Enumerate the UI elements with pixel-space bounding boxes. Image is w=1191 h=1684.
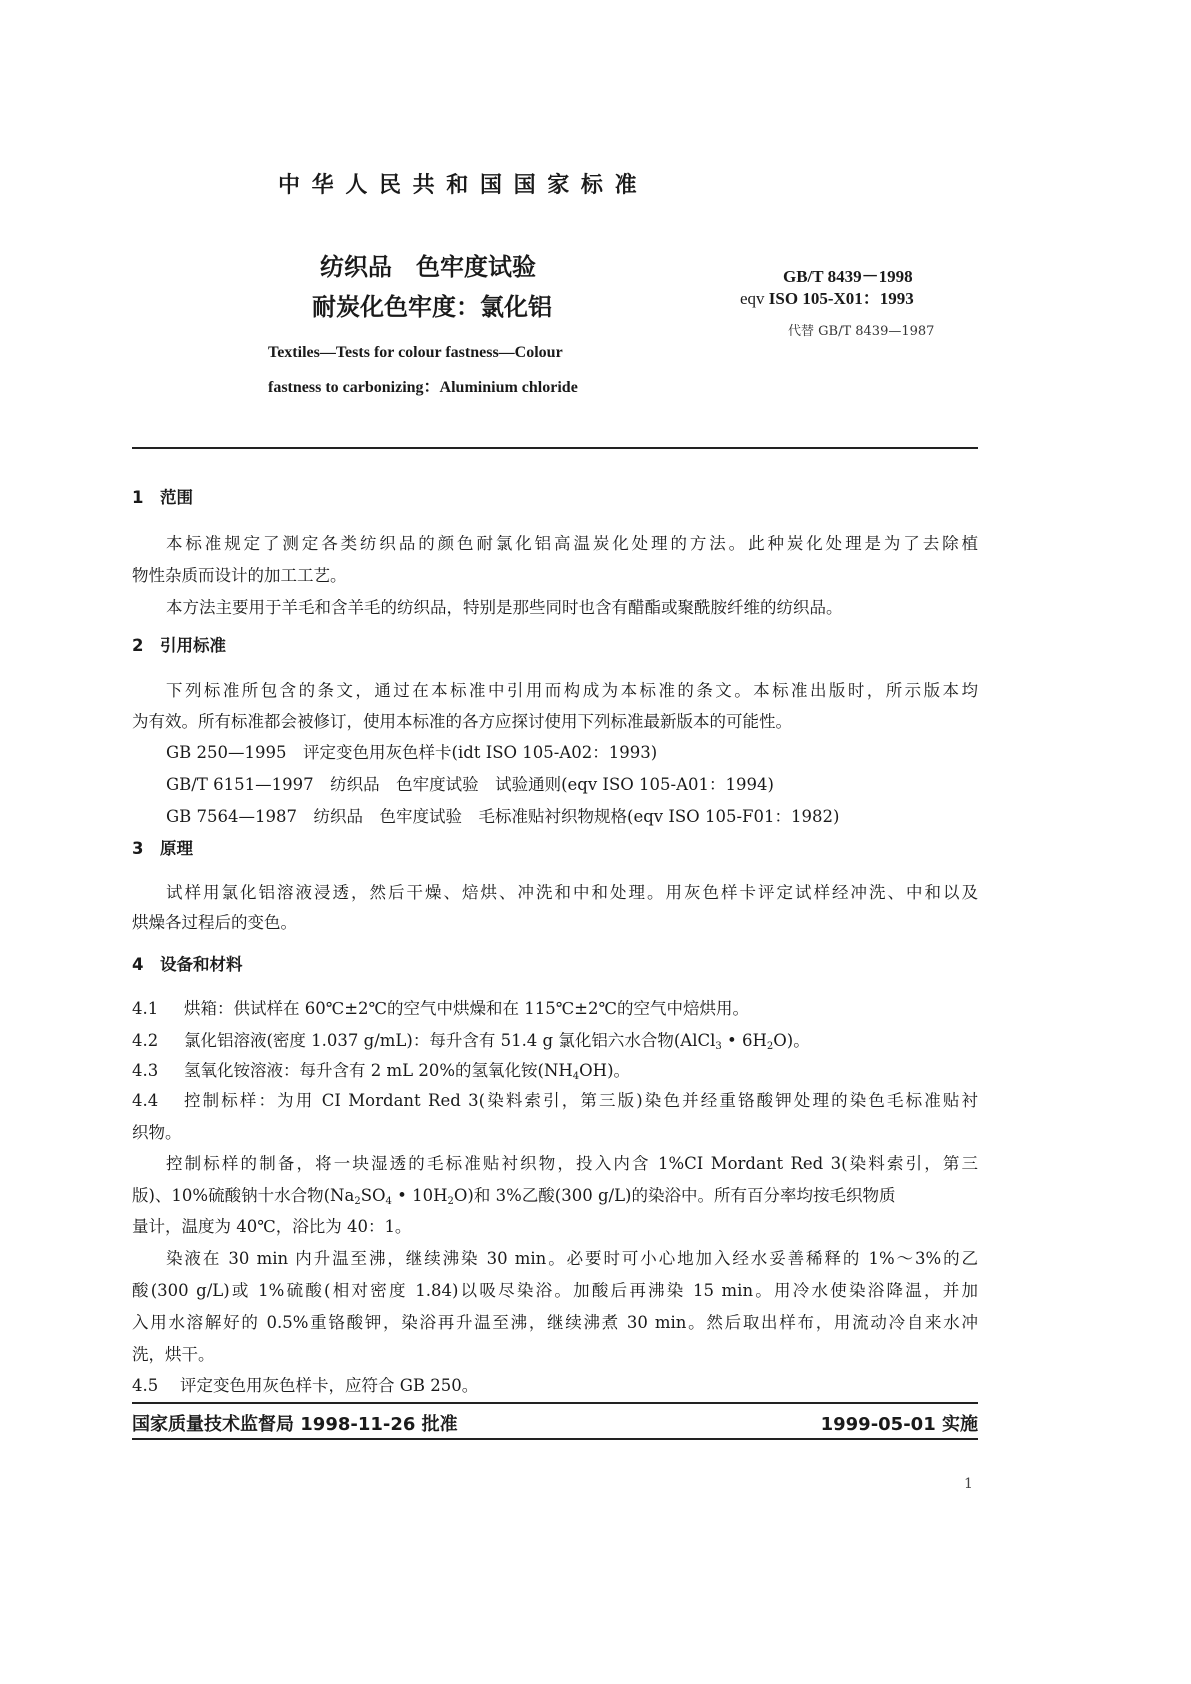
item-text: 控制标样：为用 CI Mordant Red 3(染料索引，第三版)染色并经重铬酸钾处理的染色毛标准贴衬 bbox=[184, 1091, 978, 1110]
dye-para-cont: 入用水溶解好的 0.5%重铬酸钾，染浴再升温至沸，继续沸煮 30 min。然后取出样布，用流动冷自来水冲 bbox=[132, 1313, 978, 1332]
item-4-2 bbox=[132, 1030, 978, 1058]
item-text: O)。 bbox=[773, 1031, 810, 1050]
title-en-line1: Textiles—Tests for colour fastness—Colour bbox=[268, 344, 563, 361]
item-number: 4.3 bbox=[132, 1061, 159, 1080]
item-4-4 bbox=[132, 1090, 978, 1112]
subscript: 3 bbox=[715, 1041, 722, 1052]
page-number: 1 bbox=[964, 1476, 973, 1492]
approval-date: 国家质量技术监督局 1998-11-26 批准 bbox=[132, 1414, 458, 1435]
section-title: 范围 bbox=[160, 488, 193, 507]
section-2-heading bbox=[132, 635, 978, 657]
prep-para-end: 量计，温度为 40℃，浴比为 40：1。 bbox=[132, 1217, 412, 1236]
title-zh-line1: 纺织品 色牢度试验 bbox=[320, 253, 536, 281]
section-number: 1 bbox=[132, 488, 144, 507]
item-number: 4.1 bbox=[132, 999, 159, 1018]
title-en-line2: fastness to carbonizing：Aluminium chloride bbox=[268, 379, 578, 396]
dye-para-cont: 酸(300 g/L)或 1%硫酸(相对密度 1.84)以吸尽染浴。加酸后再沸染 15 min。用冷水使染浴降温，并加 bbox=[132, 1281, 978, 1300]
section-3-heading bbox=[132, 838, 978, 860]
replaces-standard: 代替 GB/T 8439—1987 bbox=[788, 324, 935, 339]
text: SO bbox=[360, 1186, 386, 1205]
item-text: • 6H bbox=[721, 1031, 767, 1050]
text: • 10H bbox=[391, 1186, 448, 1205]
effective-date: 1999-05-01 实施 bbox=[820, 1414, 978, 1435]
header-divider bbox=[132, 447, 978, 449]
section-4-heading bbox=[132, 954, 978, 976]
subscript: 4 bbox=[385, 1196, 392, 1207]
section-number: 2 bbox=[132, 636, 144, 655]
reference-item: GB 7564—1987 纺织品 色牢度试验 毛标准贴衬织物规格(eqv ISO 105-F01：1982) bbox=[166, 807, 840, 826]
item-4-1 bbox=[132, 998, 978, 1020]
item-4-5 bbox=[132, 1375, 978, 1397]
s3-para: 试样用氯化铝溶液浸透，然后干燥、焙烘、冲洗和中和处理。用灰色样卡评定试样经冲洗、中和以及 bbox=[166, 883, 978, 902]
prep-para: 控制标样的制备，将一块湿透的毛标准贴衬织物，投入内含 1%CI Mordant Red 3(染料索引，第三 bbox=[166, 1154, 978, 1173]
item-text: OH)。 bbox=[579, 1061, 631, 1080]
item-text: 烘箱：供试样在 60℃±2℃的空气中烘燥和在 115℃±2℃的空气中焙烘用。 bbox=[184, 999, 749, 1018]
dye-para-end: 洗，烘干。 bbox=[132, 1345, 215, 1364]
reference-item: GB/T 6151—1997 纺织品 色牢度试验 试验通则(eqv ISO 105-A01：1994) bbox=[166, 775, 774, 794]
standard-code: GB/T 8439－1998 bbox=[783, 267, 913, 286]
item-4-4-cont: 织物。 bbox=[132, 1123, 182, 1142]
text: O)和 3%乙酸(300 g/L)的染浴中。所有百分率均按毛织物质 bbox=[453, 1186, 896, 1205]
eqv-standard: ISO 105-X01：1993 bbox=[768, 289, 914, 308]
s2-para: 下列标准所包含的条文，通过在本标准中引用而构成为本标准的条文。本标准出版时，所示版本均 bbox=[166, 681, 978, 700]
item-number: 4.2 bbox=[132, 1031, 159, 1050]
s1-para: 本标准规定了测定各类纺织品的颜色耐氯化铝高温炭化处理的方法。此种炭化处理是为了去除植 bbox=[166, 534, 978, 553]
title-zh-line2: 耐炭化色牢度：氯化铝 bbox=[312, 293, 552, 321]
footer-divider bbox=[132, 1402, 978, 1404]
text: 版)、10%硫酸钠十水合物(Na bbox=[132, 1186, 355, 1205]
subscript: 2 bbox=[447, 1196, 454, 1207]
item-text: 氯化铝溶液(密度 1.037 g/mL)：每升含有 51.4 g 氯化铝六水合物(AlCl bbox=[184, 1031, 716, 1050]
s3-para-cont: 烘燥各过程后的变色。 bbox=[132, 913, 297, 932]
subscript: 4 bbox=[572, 1071, 580, 1082]
section-title: 原理 bbox=[160, 839, 193, 858]
section-title: 引用标准 bbox=[160, 636, 226, 655]
dye-para: 染液在 30 min 内升温至沸，继续沸染 30 min。必要时可小心地加入经水妥善稀释的 1%～3%的乙 bbox=[166, 1249, 978, 1268]
section-title: 设备和材料 bbox=[160, 955, 243, 974]
item-number: 4.4 bbox=[132, 1091, 159, 1110]
s2-para-cont: 为有效。所有标准都会被修订，使用本标准的各方应探讨使用下列标准最新版本的可能性。 bbox=[132, 712, 792, 731]
s1-para2: 本方法主要用于羊毛和含羊毛的纺织品，特别是那些同时也含有醋酯或聚酰胺纤维的纺织品。 bbox=[166, 598, 843, 617]
item-text: 氢氧化铵溶液：每升含有 2 mL 20%的氢氧化铵(NH bbox=[184, 1061, 573, 1080]
eqv-prefix: eqv bbox=[740, 289, 765, 308]
prep-para-cont bbox=[132, 1185, 978, 1213]
item-text: 评定变色用灰色样卡，应符合 GB 250。 bbox=[180, 1376, 479, 1395]
item-4-3 bbox=[132, 1060, 978, 1088]
section-number: 3 bbox=[132, 839, 144, 858]
subscript: 2 bbox=[354, 1196, 361, 1207]
reference-item: GB 250—1995 评定变色用灰色样卡(idt ISO 105-A02：1993) bbox=[166, 743, 658, 762]
s1-para-cont: 物性杂质而设计的加工工艺。 bbox=[132, 566, 347, 585]
eqv-reference bbox=[740, 284, 914, 309]
section-number: 4 bbox=[132, 955, 144, 974]
footer-divider-bottom bbox=[132, 1438, 978, 1440]
issuing-org-header: 中 华 人 民 共 和 国 国 家 标 准 bbox=[278, 173, 639, 198]
item-number: 4.5 bbox=[132, 1376, 159, 1395]
subscript: 2 bbox=[766, 1041, 774, 1052]
section-1-heading bbox=[132, 487, 978, 509]
